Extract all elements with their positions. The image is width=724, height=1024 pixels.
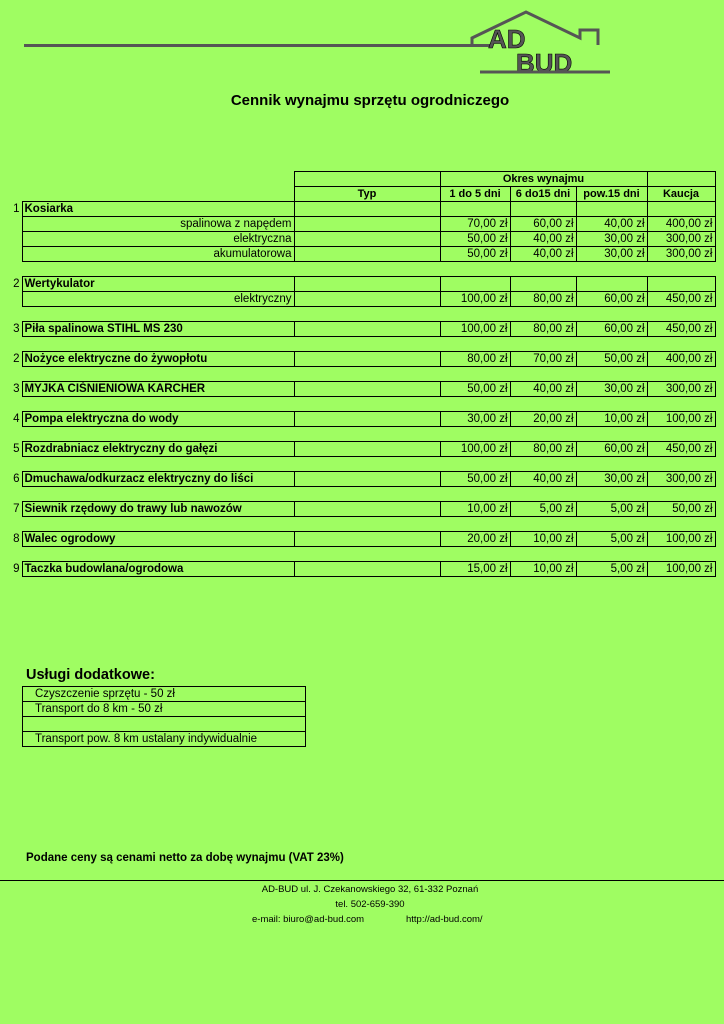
footer-phone: tel. 502-659-390 bbox=[335, 899, 405, 910]
price-table bbox=[10, 171, 716, 577]
spacer-cell bbox=[510, 367, 576, 382]
extras-cell bbox=[23, 717, 306, 732]
item-price bbox=[510, 202, 576, 217]
price-deposit: 100,00 zł bbox=[647, 412, 715, 427]
vat-note: Podane ceny są cenami netto za dobę wynajmu (VAT 23%) bbox=[26, 852, 344, 864]
spacer-cell bbox=[510, 262, 576, 277]
item-row bbox=[10, 472, 715, 487]
spacer-cell bbox=[576, 307, 647, 322]
empty-cell bbox=[22, 172, 294, 187]
extras-cell: Czyszczenie sprzętu - 50 zł bbox=[23, 687, 306, 702]
spacer-cell bbox=[10, 397, 22, 412]
item-row bbox=[10, 502, 715, 517]
price-period-2: 40,00 zł bbox=[510, 232, 576, 247]
item-type bbox=[294, 442, 440, 457]
price-period-1: 50,00 zł bbox=[440, 247, 510, 262]
footer-website[interactable]: http://ad-bud.com/ bbox=[406, 914, 483, 925]
spacer-cell bbox=[10, 262, 22, 277]
spacer-cell bbox=[510, 397, 576, 412]
item-number: 8 bbox=[13, 533, 20, 545]
spacer-cell bbox=[22, 397, 294, 412]
price-period-1: 100,00 zł bbox=[440, 292, 510, 307]
price-period-2: 80,00 zł bbox=[510, 292, 576, 307]
logo-text-ad: AD bbox=[488, 24, 526, 54]
item-name: Taczka budowlana/ogrodowa bbox=[22, 562, 294, 577]
spacer-cell bbox=[22, 262, 294, 277]
header-period-label: Okres wynajmu bbox=[440, 172, 647, 187]
price-period-3: 5,00 zł bbox=[576, 562, 647, 577]
page-title: Cennik wynajmu sprzętu ogrodniczego bbox=[230, 92, 510, 109]
header-cell-blank bbox=[647, 172, 715, 187]
spacer-cell bbox=[10, 427, 22, 442]
price-period-3: 10,00 zł bbox=[576, 412, 647, 427]
price-deposit: 400,00 zł bbox=[647, 217, 715, 232]
price-deposit: 450,00 zł bbox=[647, 442, 715, 457]
spacer-cell bbox=[510, 427, 576, 442]
spacer-cell bbox=[576, 487, 647, 502]
spacer-cell bbox=[22, 337, 294, 352]
price-period-3: 30,00 zł bbox=[576, 232, 647, 247]
spacer-cell bbox=[576, 337, 647, 352]
item-number: 6 bbox=[13, 473, 20, 485]
price-deposit: 100,00 zł bbox=[647, 562, 715, 577]
spacer-cell bbox=[647, 397, 715, 412]
spacer-cell bbox=[647, 262, 715, 277]
spacer-cell bbox=[22, 517, 294, 532]
item-number: 9 bbox=[13, 563, 20, 575]
spacer-cell bbox=[22, 487, 294, 502]
item-name: Nożyce elektryczne do żywopłotu bbox=[22, 352, 294, 367]
item-name: Siewnik rzędowy do trawy lub nawozów bbox=[22, 502, 294, 517]
spacer-cell bbox=[440, 397, 510, 412]
price-period-3: 30,00 zł bbox=[576, 382, 647, 397]
spacer-cell bbox=[440, 337, 510, 352]
spacer-row bbox=[10, 487, 715, 502]
spacer-cell bbox=[294, 427, 440, 442]
item-type bbox=[294, 532, 440, 547]
logo-text-bud: BUD bbox=[516, 48, 573, 74]
spacer-row bbox=[10, 307, 715, 322]
header-row-period bbox=[10, 172, 715, 187]
variant-row bbox=[10, 292, 715, 307]
price-period-3: 5,00 zł bbox=[576, 502, 647, 517]
variant-name: spalinowa z napędem bbox=[22, 217, 294, 232]
footer-rule bbox=[0, 880, 724, 881]
price-period-1: 15,00 zł bbox=[440, 562, 510, 577]
variant-row bbox=[10, 217, 715, 232]
spacer-row bbox=[10, 397, 715, 412]
item-type bbox=[294, 502, 440, 517]
spacer-cell bbox=[647, 547, 715, 562]
header-rule bbox=[24, 44, 490, 47]
spacer-cell bbox=[294, 457, 440, 472]
header-type: Typ bbox=[294, 187, 440, 202]
footer-address: AD-BUD ul. J. Czekanowskiego 32, 61-332 Poznań bbox=[261, 884, 479, 895]
spacer-cell bbox=[576, 427, 647, 442]
price-period-2: 40,00 zł bbox=[510, 472, 576, 487]
spacer-cell bbox=[440, 457, 510, 472]
spacer-cell bbox=[576, 367, 647, 382]
extras-row bbox=[23, 702, 306, 717]
spacer-row bbox=[10, 427, 715, 442]
footer-email: e-mail: biuro@ad-bud.com bbox=[252, 914, 365, 925]
item-name: Rozdrabniacz elektryczny do gałęzi bbox=[22, 442, 294, 457]
item-row bbox=[10, 382, 715, 397]
item-row bbox=[10, 277, 715, 292]
price-period-1: 100,00 zł bbox=[440, 322, 510, 337]
item-row bbox=[10, 532, 715, 547]
item-number: 4 bbox=[13, 413, 20, 425]
price-deposit: 400,00 zł bbox=[647, 352, 715, 367]
variant-name: akumulatorowa bbox=[22, 247, 294, 262]
spacer-cell bbox=[647, 427, 715, 442]
price-deposit: 450,00 zł bbox=[647, 322, 715, 337]
header-period-2: 6 do15 dni bbox=[510, 187, 576, 202]
price-period-1: 50,00 zł bbox=[440, 382, 510, 397]
variant-row bbox=[10, 247, 715, 262]
price-deposit: 100,00 zł bbox=[647, 532, 715, 547]
spacer-cell bbox=[576, 457, 647, 472]
item-type bbox=[294, 202, 440, 217]
spacer-cell bbox=[10, 487, 22, 502]
item-number: 7 bbox=[13, 503, 20, 515]
spacer-row bbox=[10, 457, 715, 472]
spacer-cell bbox=[22, 367, 294, 382]
extras-row bbox=[23, 732, 306, 747]
variant-row bbox=[10, 232, 715, 247]
empty-cell bbox=[10, 232, 22, 247]
spacer-cell bbox=[576, 517, 647, 532]
spacer-cell bbox=[510, 517, 576, 532]
spacer-cell bbox=[294, 487, 440, 502]
price-period-1: 50,00 zł bbox=[440, 472, 510, 487]
empty-cell bbox=[22, 187, 294, 202]
spacer-cell bbox=[10, 457, 22, 472]
price-period-3: 30,00 zł bbox=[576, 472, 647, 487]
item-row bbox=[10, 562, 715, 577]
price-period-2: 20,00 zł bbox=[510, 412, 576, 427]
item-number: 3 bbox=[13, 323, 20, 335]
variant-name: elektryczna bbox=[22, 232, 294, 247]
price-period-2: 40,00 zł bbox=[510, 247, 576, 262]
company-logo bbox=[470, 10, 615, 74]
price-period-2: 10,00 zł bbox=[510, 532, 576, 547]
spacer-row bbox=[10, 337, 715, 352]
spacer-cell bbox=[440, 307, 510, 322]
spacer-cell bbox=[576, 262, 647, 277]
empty-cell bbox=[10, 247, 22, 262]
spacer-cell bbox=[510, 547, 576, 562]
item-name: Kosiarka bbox=[22, 202, 294, 217]
item-row bbox=[10, 322, 715, 337]
price-period-1: 10,00 zł bbox=[440, 502, 510, 517]
spacer-cell bbox=[294, 262, 440, 277]
spacer-row bbox=[10, 367, 715, 382]
item-type bbox=[294, 412, 440, 427]
item-type bbox=[294, 562, 440, 577]
spacer-cell bbox=[647, 367, 715, 382]
spacer-cell bbox=[294, 517, 440, 532]
variant-type bbox=[294, 247, 440, 262]
spacer-cell bbox=[576, 547, 647, 562]
item-price bbox=[440, 277, 510, 292]
spacer-cell bbox=[440, 487, 510, 502]
item-number: 1 bbox=[13, 203, 20, 215]
spacer-cell bbox=[22, 427, 294, 442]
spacer-cell bbox=[510, 457, 576, 472]
spacer-cell bbox=[510, 307, 576, 322]
price-period-1: 50,00 zł bbox=[440, 232, 510, 247]
price-period-2: 5,00 zł bbox=[510, 502, 576, 517]
spacer-cell bbox=[294, 547, 440, 562]
item-name: Dmuchawa/odkurzacz elektryczny do liści bbox=[22, 472, 294, 487]
item-type bbox=[294, 472, 440, 487]
item-type bbox=[294, 352, 440, 367]
item-name: Walec ogrodowy bbox=[22, 532, 294, 547]
item-name: Pompa elektryczna do wody bbox=[22, 412, 294, 427]
spacer-cell bbox=[440, 262, 510, 277]
spacer-cell bbox=[510, 337, 576, 352]
price-period-1: 70,00 zł bbox=[440, 217, 510, 232]
item-number: 2 bbox=[13, 353, 20, 365]
spacer-cell bbox=[294, 367, 440, 382]
variant-name: elektryczny bbox=[22, 292, 294, 307]
item-price bbox=[576, 277, 647, 292]
spacer-row bbox=[10, 262, 715, 277]
spacer-cell bbox=[510, 487, 576, 502]
item-row bbox=[10, 352, 715, 367]
item-name: Wertykulator bbox=[22, 277, 294, 292]
header-cell-blank bbox=[294, 172, 440, 187]
spacer-cell bbox=[647, 457, 715, 472]
empty-cell bbox=[10, 172, 22, 187]
price-period-2: 80,00 zł bbox=[510, 442, 576, 457]
item-row bbox=[10, 202, 715, 217]
spacer-cell bbox=[22, 457, 294, 472]
spacer-row bbox=[10, 547, 715, 562]
variant-type bbox=[294, 217, 440, 232]
price-period-2: 10,00 zł bbox=[510, 562, 576, 577]
item-price bbox=[576, 202, 647, 217]
item-number: 3 bbox=[13, 383, 20, 395]
price-period-1: 80,00 zł bbox=[440, 352, 510, 367]
spacer-cell bbox=[294, 397, 440, 412]
spacer-cell bbox=[10, 547, 22, 562]
spacer-cell bbox=[576, 397, 647, 412]
variant-type bbox=[294, 292, 440, 307]
item-price bbox=[440, 202, 510, 217]
header-row-columns bbox=[10, 187, 715, 202]
spacer-cell bbox=[22, 307, 294, 322]
price-period-3: 30,00 zł bbox=[576, 247, 647, 262]
spacer-cell bbox=[440, 547, 510, 562]
item-deposit bbox=[647, 202, 715, 217]
price-period-2: 80,00 zł bbox=[510, 322, 576, 337]
extras-row bbox=[23, 687, 306, 702]
item-price bbox=[510, 277, 576, 292]
price-deposit: 300,00 zł bbox=[647, 232, 715, 247]
empty-cell bbox=[10, 292, 22, 307]
item-type bbox=[294, 322, 440, 337]
price-period-2: 70,00 zł bbox=[510, 352, 576, 367]
header-deposit: Kaucja bbox=[647, 187, 715, 202]
price-period-2: 40,00 zł bbox=[510, 382, 576, 397]
spacer-cell bbox=[294, 307, 440, 322]
extras-row bbox=[23, 717, 306, 732]
header-period-1: 1 do 5 dni bbox=[440, 187, 510, 202]
extras-title: Usługi dodatkowe: bbox=[26, 667, 155, 683]
price-period-3: 50,00 zł bbox=[576, 352, 647, 367]
price-deposit: 300,00 zł bbox=[647, 472, 715, 487]
spacer-row bbox=[10, 517, 715, 532]
header-period-3: pow.15 dni bbox=[576, 187, 647, 202]
empty-cell bbox=[10, 217, 22, 232]
spacer-cell bbox=[10, 367, 22, 382]
variant-type bbox=[294, 232, 440, 247]
item-name: Piła spalinowa STIHL MS 230 bbox=[22, 322, 294, 337]
spacer-cell bbox=[10, 517, 22, 532]
item-row bbox=[10, 442, 715, 457]
price-deposit: 300,00 zł bbox=[647, 247, 715, 262]
item-type bbox=[294, 382, 440, 397]
spacer-cell bbox=[647, 337, 715, 352]
spacer-cell bbox=[440, 427, 510, 442]
extras-cell: Transport pow. 8 km ustalany indywidualnie bbox=[23, 732, 306, 747]
spacer-cell bbox=[294, 337, 440, 352]
price-period-3: 40,00 zł bbox=[576, 217, 647, 232]
spacer-cell bbox=[440, 517, 510, 532]
extras-cell: Transport do 8 km - 50 zł bbox=[23, 702, 306, 717]
spacer-cell bbox=[10, 307, 22, 322]
spacer-cell bbox=[440, 367, 510, 382]
item-number: 2 bbox=[13, 278, 20, 290]
price-deposit: 300,00 zł bbox=[647, 382, 715, 397]
spacer-cell bbox=[647, 517, 715, 532]
price-period-1: 20,00 zł bbox=[440, 532, 510, 547]
price-period-1: 100,00 zł bbox=[440, 442, 510, 457]
price-period-3: 60,00 zł bbox=[576, 322, 647, 337]
spacer-cell bbox=[647, 487, 715, 502]
item-name: MYJKA CIŚNIENIOWA KARCHER bbox=[22, 382, 294, 397]
price-period-1: 30,00 zł bbox=[440, 412, 510, 427]
price-period-2: 60,00 zł bbox=[510, 217, 576, 232]
item-type bbox=[294, 277, 440, 292]
price-period-3: 60,00 zł bbox=[576, 442, 647, 457]
extras-table bbox=[22, 686, 306, 747]
empty-cell bbox=[10, 187, 22, 202]
price-period-3: 60,00 zł bbox=[576, 292, 647, 307]
item-number: 5 bbox=[13, 443, 20, 455]
spacer-cell bbox=[22, 547, 294, 562]
price-period-3: 5,00 zł bbox=[576, 532, 647, 547]
item-row bbox=[10, 412, 715, 427]
price-deposit: 450,00 zł bbox=[647, 292, 715, 307]
spacer-cell bbox=[647, 307, 715, 322]
price-deposit: 50,00 zł bbox=[647, 502, 715, 517]
spacer-cell bbox=[10, 337, 22, 352]
item-deposit bbox=[647, 277, 715, 292]
